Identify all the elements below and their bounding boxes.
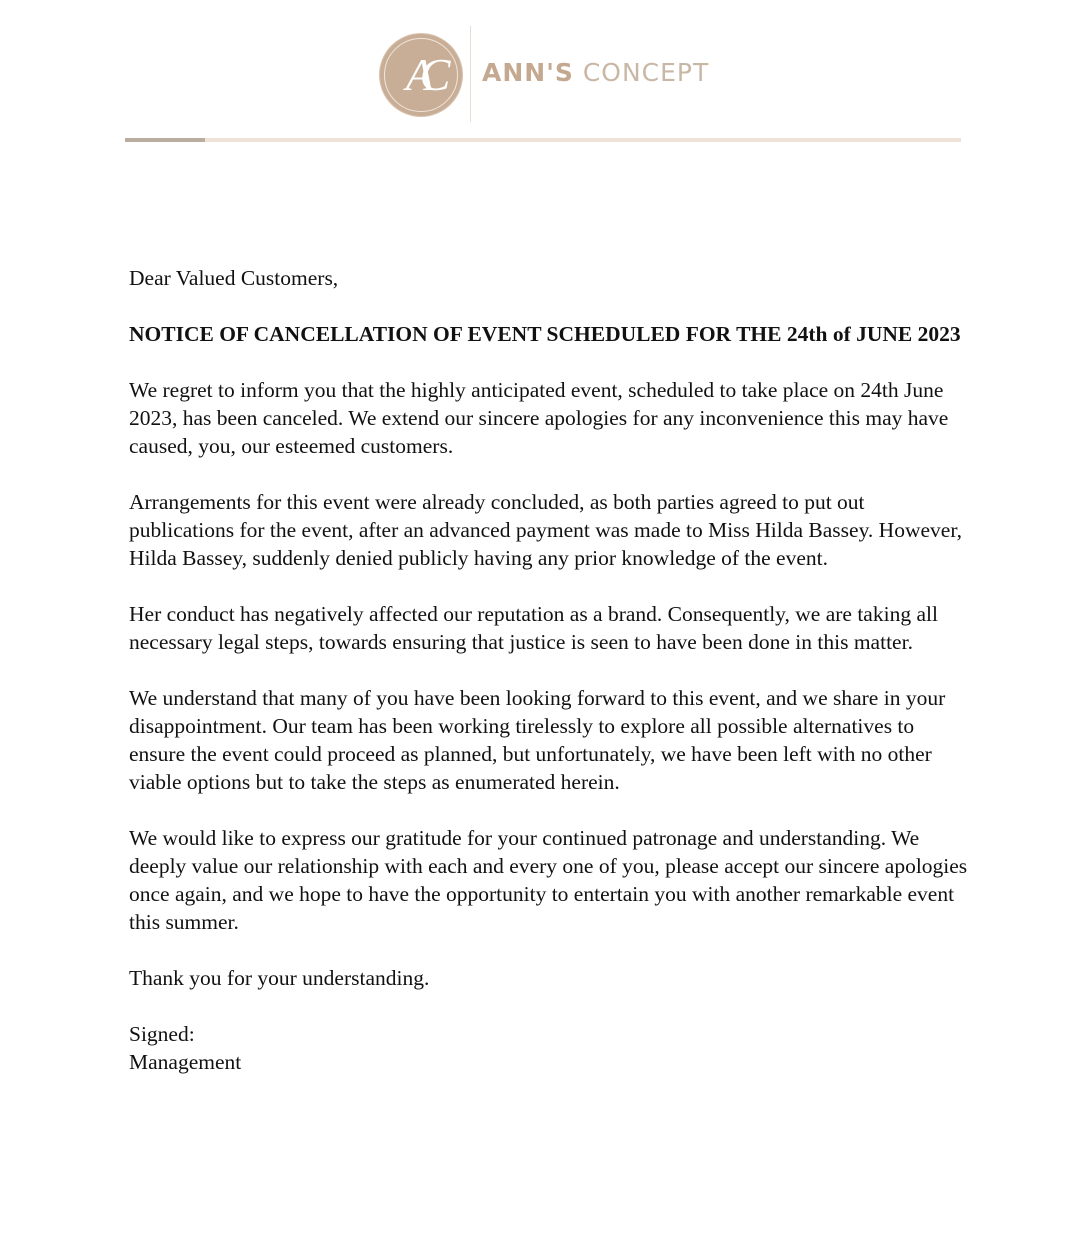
brand-name-bold: ANN'S bbox=[482, 58, 574, 87]
paragraph-3: Her conduct has negatively affected our reputation as a brand. Consequently, we are taking all necessary legal steps, towards ensuring that justice is seen to have been done in this matter. bbox=[129, 602, 938, 654]
header-divider bbox=[470, 26, 471, 122]
brand-name bbox=[482, 58, 709, 87]
signatory: Management bbox=[129, 1050, 242, 1074]
paragraph-5: We would like to express our gratitude for your continued patronage and understanding. We deeply value our relationship with each and every one of you, please accept our sincere apologies once again, and we hope to have the opportunity to entertain you with another remarkable event this summer. bbox=[129, 826, 968, 934]
closing: Thank you for your understanding. bbox=[129, 966, 430, 990]
paragraph-2: Arrangements for this event were already concluded, as both parties agreed to put out publications for the event, after an advanced payment was made to Miss Hilda Bassey. However, Hilda Bassey, suddenly denied publicly having any prior knowledge of the event. bbox=[129, 490, 962, 570]
logo-monogram: AC bbox=[405, 49, 437, 100]
paragraph-1: We regret to inform you that the highly anticipated event, scheduled to take place on 24th June 2023, has been canceled. We extend our sincere apologies for any inconvenience this may have caused, you, our esteemed customers. bbox=[129, 378, 949, 458]
header-rule bbox=[125, 138, 961, 142]
letter-body bbox=[129, 264, 969, 1076]
paragraph-4: We understand that many of you have been looking forward to this event, and we share in your disappointment. Our team has been working tirelessly to explore all possible alternatives to ensure the event could proceed as planned, but unfortunately, we have been left with no other viable options but to take the steps as enumerated herein. bbox=[129, 686, 946, 794]
brand-name-light: CONCEPT bbox=[582, 58, 710, 87]
brand-logo bbox=[380, 34, 462, 116]
letterhead bbox=[0, 26, 1080, 126]
notice-title: NOTICE OF CANCELLATION OF EVENT SCHEDULED FOR THE 24th of JUNE 2023 bbox=[129, 322, 961, 346]
signed-label: Signed: bbox=[129, 1022, 195, 1046]
header-rule-accent bbox=[125, 138, 205, 142]
salutation: Dear Valued Customers, bbox=[129, 266, 339, 290]
